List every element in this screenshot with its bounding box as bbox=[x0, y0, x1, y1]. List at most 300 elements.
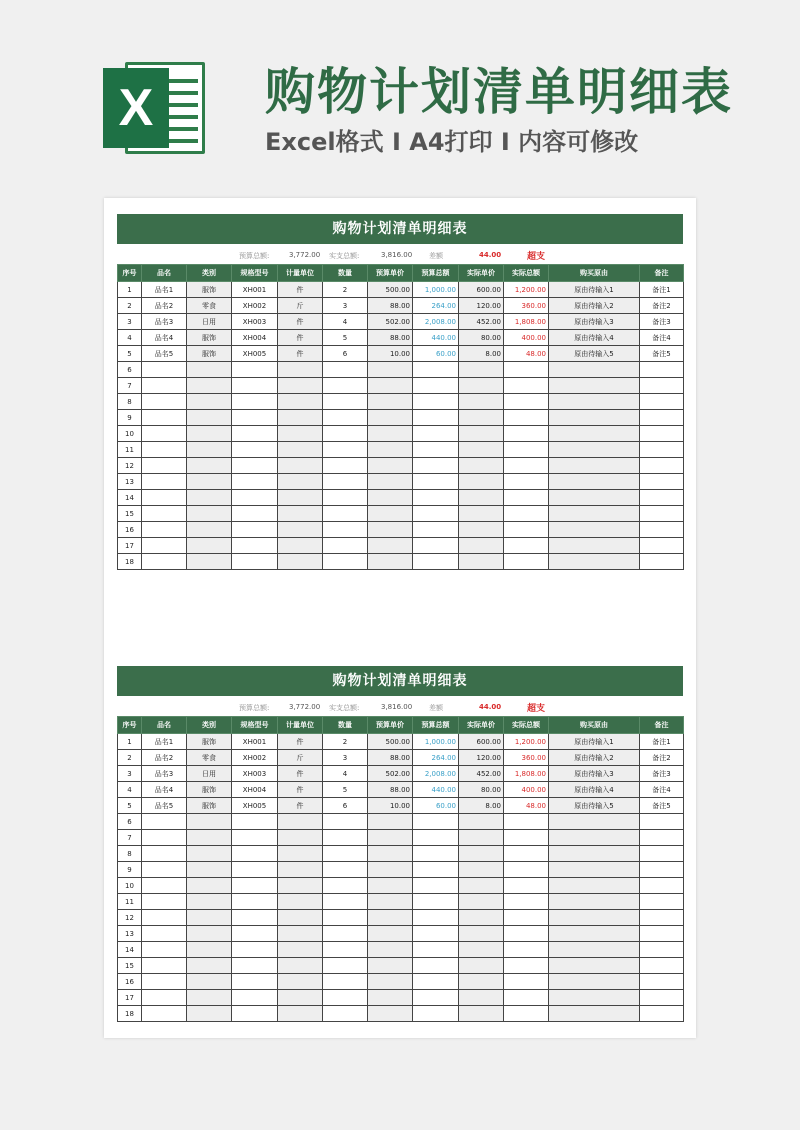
table-cell[interactable] bbox=[232, 878, 278, 894]
table-cell[interactable] bbox=[368, 974, 413, 990]
table-cell[interactable] bbox=[368, 378, 413, 394]
table-cell[interactable] bbox=[504, 458, 549, 474]
table-cell[interactable] bbox=[549, 846, 640, 862]
table-cell[interactable] bbox=[323, 862, 368, 878]
table-cell[interactable]: 2 bbox=[323, 282, 368, 298]
table-cell[interactable] bbox=[323, 894, 368, 910]
table-cell[interactable]: XH003 bbox=[232, 314, 278, 330]
table-cell[interactable]: 备注5 bbox=[640, 798, 684, 814]
table-cell[interactable] bbox=[187, 830, 232, 846]
table-cell[interactable]: 原由待输入3 bbox=[549, 314, 640, 330]
table-cell[interactable] bbox=[504, 394, 549, 410]
table-cell[interactable]: 88.00 bbox=[368, 750, 413, 766]
table-cell[interactable]: 502.00 bbox=[368, 314, 413, 330]
table-cell[interactable] bbox=[142, 426, 187, 442]
table-cell[interactable]: 10 bbox=[118, 426, 142, 442]
table-cell[interactable] bbox=[323, 1006, 368, 1022]
table-cell[interactable] bbox=[232, 958, 278, 974]
table-cell[interactable]: 品名3 bbox=[142, 314, 187, 330]
table-cell[interactable] bbox=[323, 362, 368, 378]
table-cell[interactable]: 1 bbox=[118, 282, 142, 298]
table-cell[interactable] bbox=[640, 974, 684, 990]
table-cell[interactable] bbox=[368, 894, 413, 910]
table-cell[interactable] bbox=[187, 378, 232, 394]
table-cell[interactable] bbox=[232, 442, 278, 458]
table-cell[interactable] bbox=[459, 410, 504, 426]
table-cell[interactable] bbox=[549, 878, 640, 894]
table-cell[interactable] bbox=[459, 442, 504, 458]
table-cell[interactable] bbox=[278, 410, 323, 426]
table-cell[interactable]: XH002 bbox=[232, 750, 278, 766]
table-cell[interactable] bbox=[142, 878, 187, 894]
table-cell[interactable]: 品名4 bbox=[142, 782, 187, 798]
table-cell[interactable] bbox=[413, 522, 459, 538]
table-cell[interactable]: XH002 bbox=[232, 298, 278, 314]
table-cell[interactable] bbox=[368, 942, 413, 958]
table-cell[interactable]: 8 bbox=[118, 394, 142, 410]
table-cell[interactable] bbox=[278, 814, 323, 830]
table-cell[interactable] bbox=[640, 846, 684, 862]
table-cell[interactable]: 件 bbox=[278, 782, 323, 798]
table-cell[interactable]: 60.00 bbox=[413, 346, 459, 362]
table-cell[interactable] bbox=[459, 522, 504, 538]
table-cell[interactable] bbox=[368, 506, 413, 522]
table-cell[interactable] bbox=[142, 442, 187, 458]
table-cell[interactable] bbox=[187, 974, 232, 990]
table-cell[interactable]: 400.00 bbox=[504, 782, 549, 798]
table-cell[interactable] bbox=[142, 958, 187, 974]
table-cell[interactable] bbox=[459, 974, 504, 990]
table-cell[interactable] bbox=[640, 394, 684, 410]
table-cell[interactable]: 400.00 bbox=[504, 330, 549, 346]
table-cell[interactable]: 88.00 bbox=[368, 782, 413, 798]
table-cell[interactable]: 500.00 bbox=[368, 282, 413, 298]
table-cell[interactable]: 8.00 bbox=[459, 798, 504, 814]
table-cell[interactable]: 13 bbox=[118, 474, 142, 490]
table-cell[interactable] bbox=[142, 554, 187, 570]
table-cell[interactable]: 件 bbox=[278, 734, 323, 750]
table-cell[interactable] bbox=[640, 538, 684, 554]
table-cell[interactable]: 48.00 bbox=[504, 798, 549, 814]
table-cell[interactable] bbox=[504, 522, 549, 538]
table-cell[interactable] bbox=[368, 458, 413, 474]
table-cell[interactable] bbox=[549, 974, 640, 990]
table-cell[interactable]: 件 bbox=[278, 330, 323, 346]
table-cell[interactable] bbox=[549, 362, 640, 378]
table-cell[interactable] bbox=[323, 442, 368, 458]
table-cell[interactable] bbox=[413, 442, 459, 458]
table-cell[interactable] bbox=[504, 426, 549, 442]
table-cell[interactable]: 2 bbox=[118, 750, 142, 766]
table-cell[interactable] bbox=[323, 974, 368, 990]
table-cell[interactable]: 500.00 bbox=[368, 734, 413, 750]
table-cell[interactable] bbox=[413, 910, 459, 926]
table-cell[interactable] bbox=[232, 410, 278, 426]
table-cell[interactable] bbox=[232, 910, 278, 926]
table-cell[interactable] bbox=[640, 426, 684, 442]
table-cell[interactable] bbox=[142, 458, 187, 474]
table-cell[interactable] bbox=[504, 538, 549, 554]
table-cell[interactable] bbox=[549, 830, 640, 846]
table-cell[interactable] bbox=[549, 894, 640, 910]
table-cell[interactable] bbox=[504, 1006, 549, 1022]
table-cell[interactable]: 6 bbox=[118, 814, 142, 830]
table-cell[interactable]: 12 bbox=[118, 458, 142, 474]
table-cell[interactable] bbox=[640, 458, 684, 474]
table-cell[interactable] bbox=[278, 458, 323, 474]
table-cell[interactable] bbox=[459, 958, 504, 974]
table-cell[interactable] bbox=[232, 990, 278, 1006]
table-cell[interactable]: 原由待输入5 bbox=[549, 346, 640, 362]
table-cell[interactable] bbox=[413, 942, 459, 958]
table-cell[interactable] bbox=[187, 394, 232, 410]
table-cell[interactable]: 原由待输入4 bbox=[549, 782, 640, 798]
table-cell[interactable] bbox=[413, 926, 459, 942]
table-cell[interactable]: 4 bbox=[323, 766, 368, 782]
table-cell[interactable] bbox=[187, 926, 232, 942]
table-cell[interactable]: 品名4 bbox=[142, 330, 187, 346]
table-cell[interactable] bbox=[187, 474, 232, 490]
table-cell[interactable] bbox=[504, 974, 549, 990]
table-cell[interactable]: XH004 bbox=[232, 330, 278, 346]
table-cell[interactable] bbox=[504, 894, 549, 910]
table-cell[interactable]: 14 bbox=[118, 490, 142, 506]
table-cell[interactable] bbox=[142, 474, 187, 490]
table-cell[interactable]: 品名1 bbox=[142, 734, 187, 750]
table-cell[interactable]: 80.00 bbox=[459, 330, 504, 346]
table-cell[interactable] bbox=[142, 910, 187, 926]
table-cell[interactable] bbox=[413, 506, 459, 522]
table-cell[interactable]: 备注4 bbox=[640, 330, 684, 346]
table-cell[interactable] bbox=[187, 814, 232, 830]
table-cell[interactable] bbox=[187, 522, 232, 538]
table-cell[interactable]: 7 bbox=[118, 378, 142, 394]
table-cell[interactable] bbox=[549, 862, 640, 878]
table-cell[interactable]: 件 bbox=[278, 282, 323, 298]
table-cell[interactable] bbox=[323, 490, 368, 506]
table-cell[interactable] bbox=[413, 410, 459, 426]
table-cell[interactable] bbox=[549, 814, 640, 830]
table-cell[interactable]: 1,200.00 bbox=[504, 734, 549, 750]
table-cell[interactable] bbox=[232, 862, 278, 878]
table-cell[interactable] bbox=[142, 942, 187, 958]
table-cell[interactable]: 10 bbox=[118, 878, 142, 894]
table-cell[interactable]: 15 bbox=[118, 506, 142, 522]
table-cell[interactable] bbox=[459, 362, 504, 378]
table-cell[interactable] bbox=[142, 846, 187, 862]
table-cell[interactable] bbox=[232, 522, 278, 538]
table-cell[interactable] bbox=[504, 506, 549, 522]
table-cell[interactable]: 日用 bbox=[187, 766, 232, 782]
table-cell[interactable] bbox=[278, 926, 323, 942]
table-cell[interactable] bbox=[187, 1006, 232, 1022]
table-cell[interactable] bbox=[640, 442, 684, 458]
table-cell[interactable] bbox=[504, 862, 549, 878]
table-cell[interactable] bbox=[459, 490, 504, 506]
table-cell[interactable] bbox=[504, 554, 549, 570]
table-cell[interactable]: 斤 bbox=[278, 298, 323, 314]
table-cell[interactable] bbox=[413, 878, 459, 894]
table-cell[interactable] bbox=[413, 830, 459, 846]
table-cell[interactable] bbox=[232, 830, 278, 846]
table-cell[interactable] bbox=[640, 490, 684, 506]
table-cell[interactable] bbox=[323, 926, 368, 942]
table-cell[interactable] bbox=[278, 974, 323, 990]
table-cell[interactable]: 8 bbox=[118, 846, 142, 862]
table-cell[interactable]: 11 bbox=[118, 894, 142, 910]
table-cell[interactable] bbox=[549, 442, 640, 458]
table-cell[interactable]: 件 bbox=[278, 798, 323, 814]
table-cell[interactable] bbox=[142, 410, 187, 426]
table-cell[interactable] bbox=[278, 894, 323, 910]
table-cell[interactable]: 264.00 bbox=[413, 298, 459, 314]
table-cell[interactable] bbox=[640, 894, 684, 910]
table-cell[interactable] bbox=[232, 1006, 278, 1022]
table-cell[interactable]: 1 bbox=[118, 734, 142, 750]
table-cell[interactable]: 13 bbox=[118, 926, 142, 942]
table-cell[interactable]: 5 bbox=[323, 782, 368, 798]
table-cell[interactable] bbox=[413, 958, 459, 974]
table-cell[interactable]: 原由待输入4 bbox=[549, 330, 640, 346]
table-cell[interactable] bbox=[459, 554, 504, 570]
table-cell[interactable] bbox=[413, 862, 459, 878]
table-cell[interactable] bbox=[232, 490, 278, 506]
table-cell[interactable] bbox=[232, 426, 278, 442]
table-cell[interactable] bbox=[187, 910, 232, 926]
table-cell[interactable] bbox=[187, 958, 232, 974]
table-cell[interactable] bbox=[368, 554, 413, 570]
table-cell[interactable]: 452.00 bbox=[459, 314, 504, 330]
table-cell[interactable] bbox=[232, 362, 278, 378]
table-cell[interactable]: 600.00 bbox=[459, 282, 504, 298]
table-cell[interactable]: 80.00 bbox=[459, 782, 504, 798]
table-cell[interactable] bbox=[549, 522, 640, 538]
table-cell[interactable]: 斤 bbox=[278, 750, 323, 766]
table-cell[interactable] bbox=[459, 506, 504, 522]
table-cell[interactable] bbox=[413, 846, 459, 862]
table-cell[interactable] bbox=[187, 506, 232, 522]
table-cell[interactable] bbox=[504, 410, 549, 426]
table-cell[interactable] bbox=[187, 862, 232, 878]
table-cell[interactable] bbox=[640, 362, 684, 378]
table-cell[interactable]: 16 bbox=[118, 522, 142, 538]
table-cell[interactable] bbox=[323, 426, 368, 442]
table-cell[interactable] bbox=[459, 862, 504, 878]
table-cell[interactable] bbox=[278, 394, 323, 410]
table-cell[interactable] bbox=[187, 538, 232, 554]
table-cell[interactable] bbox=[413, 814, 459, 830]
table-cell[interactable]: 9 bbox=[118, 410, 142, 426]
table-cell[interactable]: 原由待输入2 bbox=[549, 750, 640, 766]
table-cell[interactable] bbox=[413, 990, 459, 1006]
table-cell[interactable] bbox=[278, 862, 323, 878]
table-cell[interactable]: 1,000.00 bbox=[413, 734, 459, 750]
table-cell[interactable] bbox=[459, 846, 504, 862]
table-cell[interactable] bbox=[232, 974, 278, 990]
table-cell[interactable] bbox=[323, 458, 368, 474]
table-cell[interactable] bbox=[278, 426, 323, 442]
table-cell[interactable] bbox=[504, 846, 549, 862]
table-cell[interactable] bbox=[323, 958, 368, 974]
table-cell[interactable]: 17 bbox=[118, 990, 142, 1006]
table-cell[interactable] bbox=[549, 958, 640, 974]
table-cell[interactable] bbox=[368, 362, 413, 378]
table-cell[interactable] bbox=[640, 926, 684, 942]
table-cell[interactable] bbox=[187, 490, 232, 506]
table-cell[interactable] bbox=[323, 474, 368, 490]
table-cell[interactable] bbox=[504, 442, 549, 458]
table-cell[interactable]: 服饰 bbox=[187, 282, 232, 298]
table-cell[interactable]: 备注3 bbox=[640, 766, 684, 782]
table-cell[interactable] bbox=[323, 506, 368, 522]
table-cell[interactable] bbox=[459, 1006, 504, 1022]
table-cell[interactable]: 440.00 bbox=[413, 782, 459, 798]
table-cell[interactable]: 18 bbox=[118, 1006, 142, 1022]
table-cell[interactable] bbox=[368, 926, 413, 942]
table-cell[interactable]: 120.00 bbox=[459, 298, 504, 314]
table-cell[interactable]: 备注1 bbox=[640, 282, 684, 298]
table-cell[interactable] bbox=[413, 490, 459, 506]
table-cell[interactable] bbox=[278, 990, 323, 1006]
table-cell[interactable] bbox=[232, 394, 278, 410]
table-cell[interactable]: 服饰 bbox=[187, 346, 232, 362]
table-cell[interactable]: 品名1 bbox=[142, 282, 187, 298]
table-cell[interactable] bbox=[549, 926, 640, 942]
table-cell[interactable]: 11 bbox=[118, 442, 142, 458]
table-cell[interactable] bbox=[323, 538, 368, 554]
table-cell[interactable]: 2 bbox=[323, 734, 368, 750]
table-cell[interactable] bbox=[549, 506, 640, 522]
table-cell[interactable] bbox=[459, 910, 504, 926]
table-cell[interactable] bbox=[323, 814, 368, 830]
table-cell[interactable]: 4 bbox=[118, 330, 142, 346]
table-cell[interactable] bbox=[368, 426, 413, 442]
table-cell[interactable]: 服饰 bbox=[187, 734, 232, 750]
table-cell[interactable] bbox=[368, 442, 413, 458]
table-cell[interactable] bbox=[187, 442, 232, 458]
table-cell[interactable] bbox=[413, 362, 459, 378]
table-cell[interactable] bbox=[278, 442, 323, 458]
table-cell[interactable]: 3 bbox=[118, 314, 142, 330]
table-cell[interactable]: 服饰 bbox=[187, 798, 232, 814]
table-cell[interactable] bbox=[549, 1006, 640, 1022]
table-cell[interactable]: 1,200.00 bbox=[504, 282, 549, 298]
table-cell[interactable] bbox=[413, 538, 459, 554]
table-cell[interactable]: 原由待输入1 bbox=[549, 734, 640, 750]
table-cell[interactable] bbox=[413, 554, 459, 570]
table-cell[interactable] bbox=[504, 958, 549, 974]
table-cell[interactable]: 2 bbox=[118, 298, 142, 314]
table-cell[interactable] bbox=[459, 894, 504, 910]
table-cell[interactable]: 件 bbox=[278, 346, 323, 362]
table-cell[interactable]: 440.00 bbox=[413, 330, 459, 346]
table-cell[interactable] bbox=[640, 1006, 684, 1022]
table-cell[interactable] bbox=[142, 538, 187, 554]
table-cell[interactable] bbox=[413, 894, 459, 910]
table-cell[interactable] bbox=[278, 910, 323, 926]
table-cell[interactable] bbox=[640, 862, 684, 878]
table-cell[interactable] bbox=[549, 910, 640, 926]
table-cell[interactable] bbox=[323, 394, 368, 410]
table-cell[interactable] bbox=[232, 814, 278, 830]
table-cell[interactable]: 9 bbox=[118, 862, 142, 878]
table-cell[interactable]: 4 bbox=[323, 314, 368, 330]
table-cell[interactable]: XH004 bbox=[232, 782, 278, 798]
table-cell[interactable] bbox=[413, 458, 459, 474]
table-cell[interactable] bbox=[278, 1006, 323, 1022]
table-cell[interactable] bbox=[459, 878, 504, 894]
table-cell[interactable]: 7 bbox=[118, 830, 142, 846]
table-cell[interactable]: 零食 bbox=[187, 750, 232, 766]
table-cell[interactable]: 品名2 bbox=[142, 750, 187, 766]
table-cell[interactable] bbox=[323, 522, 368, 538]
table-cell[interactable] bbox=[549, 942, 640, 958]
table-cell[interactable] bbox=[413, 426, 459, 442]
table-cell[interactable] bbox=[504, 878, 549, 894]
table-cell[interactable]: 品名5 bbox=[142, 798, 187, 814]
table-cell[interactable] bbox=[232, 894, 278, 910]
table-cell[interactable] bbox=[278, 846, 323, 862]
table-cell[interactable]: 1,808.00 bbox=[504, 314, 549, 330]
table-cell[interactable] bbox=[323, 878, 368, 894]
table-cell[interactable]: 备注4 bbox=[640, 782, 684, 798]
table-cell[interactable]: 备注1 bbox=[640, 734, 684, 750]
table-cell[interactable]: 3 bbox=[323, 750, 368, 766]
table-cell[interactable] bbox=[187, 362, 232, 378]
table-cell[interactable]: 8.00 bbox=[459, 346, 504, 362]
table-cell[interactable] bbox=[232, 554, 278, 570]
table-cell[interactable]: 品名5 bbox=[142, 346, 187, 362]
table-cell[interactable] bbox=[323, 554, 368, 570]
table-cell[interactable]: XH001 bbox=[232, 282, 278, 298]
table-cell[interactable] bbox=[459, 394, 504, 410]
table-cell[interactable] bbox=[278, 878, 323, 894]
table-cell[interactable]: XH005 bbox=[232, 346, 278, 362]
table-cell[interactable]: 264.00 bbox=[413, 750, 459, 766]
table-cell[interactable] bbox=[549, 554, 640, 570]
table-cell[interactable] bbox=[278, 474, 323, 490]
table-cell[interactable] bbox=[142, 362, 187, 378]
table-cell[interactable] bbox=[187, 990, 232, 1006]
table-cell[interactable] bbox=[278, 942, 323, 958]
table-cell[interactable] bbox=[232, 378, 278, 394]
table-cell[interactable] bbox=[549, 538, 640, 554]
table-cell[interactable]: 件 bbox=[278, 314, 323, 330]
table-cell[interactable] bbox=[368, 878, 413, 894]
table-cell[interactable]: XH001 bbox=[232, 734, 278, 750]
table-cell[interactable]: 2,008.00 bbox=[413, 766, 459, 782]
table-cell[interactable] bbox=[368, 394, 413, 410]
table-cell[interactable]: 452.00 bbox=[459, 766, 504, 782]
table-cell[interactable] bbox=[278, 830, 323, 846]
table-cell[interactable] bbox=[323, 846, 368, 862]
table-cell[interactable] bbox=[549, 474, 640, 490]
table-cell[interactable] bbox=[459, 926, 504, 942]
table-cell[interactable]: 120.00 bbox=[459, 750, 504, 766]
table-cell[interactable]: 日用 bbox=[187, 314, 232, 330]
table-cell[interactable] bbox=[368, 846, 413, 862]
table-cell[interactable] bbox=[640, 942, 684, 958]
table-cell[interactable]: 12 bbox=[118, 910, 142, 926]
table-cell[interactable]: 60.00 bbox=[413, 798, 459, 814]
table-cell[interactable] bbox=[278, 522, 323, 538]
table-cell[interactable] bbox=[142, 990, 187, 1006]
table-cell[interactable]: 备注2 bbox=[640, 298, 684, 314]
table-cell[interactable]: XH003 bbox=[232, 766, 278, 782]
table-cell[interactable] bbox=[640, 878, 684, 894]
table-cell[interactable] bbox=[187, 846, 232, 862]
table-cell[interactable] bbox=[504, 926, 549, 942]
